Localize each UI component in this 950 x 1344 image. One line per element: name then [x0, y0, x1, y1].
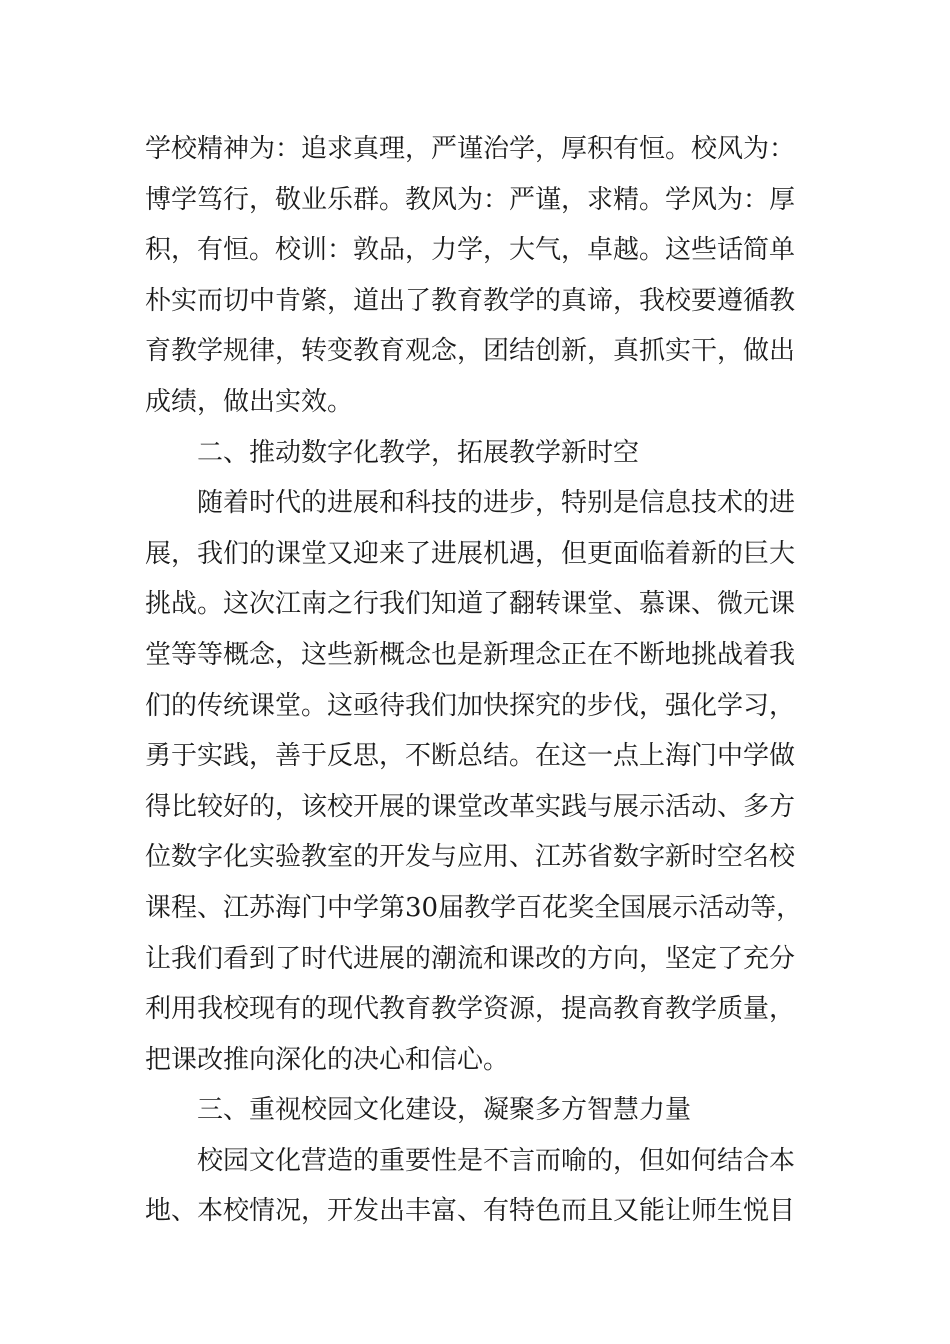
text-line: 利用我校现有的现代教育教学资源，提高教育教学质量， [145, 994, 796, 1025]
text-line: 挑战。这次江南之行我们知道了翻转课堂、慕课、微元课 [145, 589, 796, 620]
text-line: 朴实而切中肯綮，道出了教育教学的真谛，我校要遵循教 [145, 285, 796, 316]
text-line: 成绩，做出实效。 [145, 386, 354, 417]
text-line: 校园文化营造的重要性是不言而喻的，但如何结合本 [197, 1145, 796, 1176]
document-body [145, 124, 817, 1237]
text-line: 把课改推向深化的决心和信心。 [145, 1044, 510, 1075]
text-line: 们的传统课堂。这亟待我们加快探究的步伐，强化学习， [145, 690, 796, 721]
text-line: 展，我们的课堂又迎来了进展机遇，但更面临着新的巨大 [145, 538, 796, 569]
text-line: 学校精神为：追求真理，严谨治学，厚积有恒。校风为： [145, 134, 796, 164]
text-line: 积，有恒。校训：敦品，力学，大气，卓越。这些话简单 [145, 235, 796, 266]
section-heading: 三、重视校园文化建设，凝聚多方智慧力量 [197, 1095, 692, 1126]
text-line: 勇于实践，善于反思，不断总结。在这一点上海门中学做 [145, 741, 796, 772]
text-line: 博学笃行，敬业乐群。教风为：严谨，求精。学风为：厚 [145, 184, 796, 215]
text-line: 随着时代的进展和科技的进步，特别是信息技术的进 [197, 488, 796, 519]
text-line: 堂等等概念，这些新概念也是新理念正在不断地挑战着我 [145, 639, 796, 670]
text-line: 育教学规律，转变教育观念，团结创新，真抓实干，做出 [145, 336, 796, 367]
text-line: 地、本校情况，开发出丰富、有特色而且又能让师生悦目 [145, 1196, 796, 1227]
section-heading: 二、推动数字化教学，拓展教学新时空 [197, 437, 640, 468]
text-line: 位数字化实验教室的开发与应用、江苏省数字新时空名校 [145, 842, 796, 873]
text-line: 得比较好的，该校开展的课堂改革实践与展示活动、多方 [145, 791, 796, 822]
text-line: 让我们看到了时代进展的潮流和课改的方向，坚定了充分 [145, 943, 796, 974]
text-line: 课程、江苏海门中学第30届教学百花奖全国展示活动等， [145, 892, 803, 923]
